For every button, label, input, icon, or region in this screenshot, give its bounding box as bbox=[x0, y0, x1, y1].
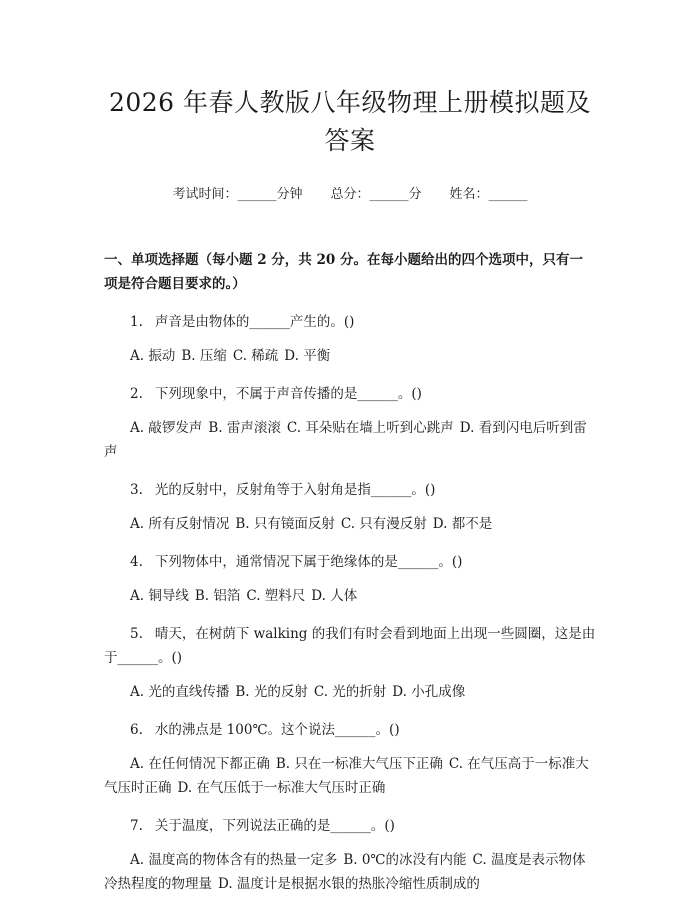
option-d: D. 看到闪电后听到雷声 bbox=[104, 420, 587, 460]
question-item bbox=[104, 622, 596, 704]
option-b: B. 压缩 bbox=[181, 348, 227, 364]
question-options bbox=[104, 752, 596, 800]
question-item bbox=[104, 550, 596, 608]
question-options bbox=[104, 344, 596, 368]
question-number: 3. bbox=[130, 482, 143, 498]
question-stem bbox=[104, 550, 596, 574]
exam-time-field: 考试时间：______分钟 bbox=[172, 187, 303, 202]
question-list bbox=[104, 310, 596, 896]
question-stem bbox=[104, 718, 596, 742]
option-d: D. 小孔成像 bbox=[392, 684, 466, 700]
question-options bbox=[104, 512, 596, 536]
question-text: 水的沸点是 100℃。这个说法______。() bbox=[154, 722, 400, 738]
question-item bbox=[104, 718, 596, 800]
option-c: C. 光的折射 bbox=[313, 684, 387, 700]
question-stem bbox=[104, 622, 596, 670]
question-number: 2. bbox=[130, 386, 143, 402]
question-item bbox=[104, 310, 596, 368]
question-number: 5. bbox=[130, 626, 143, 642]
question-options bbox=[104, 848, 596, 896]
question-text: 声音是由物体的______产生的。() bbox=[154, 314, 355, 330]
question-options bbox=[104, 416, 596, 464]
question-item bbox=[104, 382, 596, 464]
option-b: B. 只在一标准大气压下正确 bbox=[275, 756, 443, 772]
question-text: 关于温度，下列说法正确的是______。() bbox=[154, 818, 395, 834]
question-number: 7. bbox=[130, 818, 143, 834]
question-stem bbox=[104, 814, 596, 838]
question-item bbox=[104, 814, 596, 896]
option-b: B. 只有镜面反射 bbox=[235, 516, 335, 532]
option-b: B. 0℃的冰没有内能 bbox=[343, 852, 467, 868]
option-c: C. 塑料尺 bbox=[246, 588, 306, 604]
question-text: 光的反射中，反射角等于入射角是指______。() bbox=[154, 482, 436, 498]
question-text: 晴天，在树荫下 walking 的我们有时会看到地面上出现一些圆圈，这是由于______。() bbox=[104, 626, 596, 666]
option-a: A. 振动 bbox=[130, 348, 176, 364]
question-options bbox=[104, 680, 596, 704]
question-stem bbox=[104, 478, 596, 502]
question-number: 1. bbox=[130, 314, 143, 330]
option-a: A. 敲锣发声 bbox=[130, 420, 203, 436]
option-d: D. 温度计是根据水银的热胀冷缩性质制成的 bbox=[218, 876, 480, 892]
question-text: 下列物体中，通常情况下属于绝缘体的是______。() bbox=[154, 554, 463, 570]
option-a: A. 光的直线传播 bbox=[130, 684, 230, 700]
question-stem bbox=[104, 310, 596, 334]
option-c: C. 在气压高于一标准大气压时正确 bbox=[104, 756, 589, 796]
question-number: 6. bbox=[130, 722, 143, 738]
option-a: A. 温度高的物体含有的热量一定多 bbox=[130, 852, 338, 868]
option-c: C. 温度是表示物体冷热程度的物理量 bbox=[104, 852, 586, 892]
option-b: B. 光的反射 bbox=[235, 684, 308, 700]
option-c: C. 只有漫反射 bbox=[340, 516, 427, 532]
option-d: D. 在气压低于一标准大气压时正确 bbox=[177, 780, 386, 796]
option-d: D. 平衡 bbox=[284, 348, 331, 364]
option-a: A. 所有反射情况 bbox=[130, 516, 230, 532]
option-c: C. 耳朵贴在墙上听到心跳声 bbox=[286, 420, 454, 436]
option-d: D. 都不是 bbox=[432, 516, 493, 532]
option-a: A. 在任何情况下都正确 bbox=[130, 756, 270, 772]
page-title: 2026 年春人教版八年级物理上册模拟题及答案 bbox=[108, 88, 592, 155]
question-number: 4. bbox=[130, 554, 143, 570]
option-b: B. 雷声滚滚 bbox=[208, 420, 281, 436]
option-a: A. 铜导线 bbox=[130, 588, 189, 604]
section-heading-single-choice: 一、单项选择题（每小题 2 分，共 20 分。在每小题给出的四个选项中，只有一项是符合题目要求的。） bbox=[104, 252, 583, 292]
student-name-field: 姓名：______ bbox=[449, 187, 528, 202]
option-c: C. 稀疏 bbox=[232, 348, 279, 364]
option-b: B. 铝箔 bbox=[194, 588, 241, 604]
total-score-field: 总分：______分 bbox=[330, 187, 422, 202]
question-item bbox=[104, 478, 596, 536]
option-d: D. 人体 bbox=[311, 588, 358, 604]
question-stem bbox=[104, 382, 596, 406]
question-options bbox=[104, 584, 596, 608]
question-text: 下列现象中，不属于声音传播的是______。() bbox=[154, 386, 422, 402]
exam-info-line bbox=[104, 186, 596, 204]
